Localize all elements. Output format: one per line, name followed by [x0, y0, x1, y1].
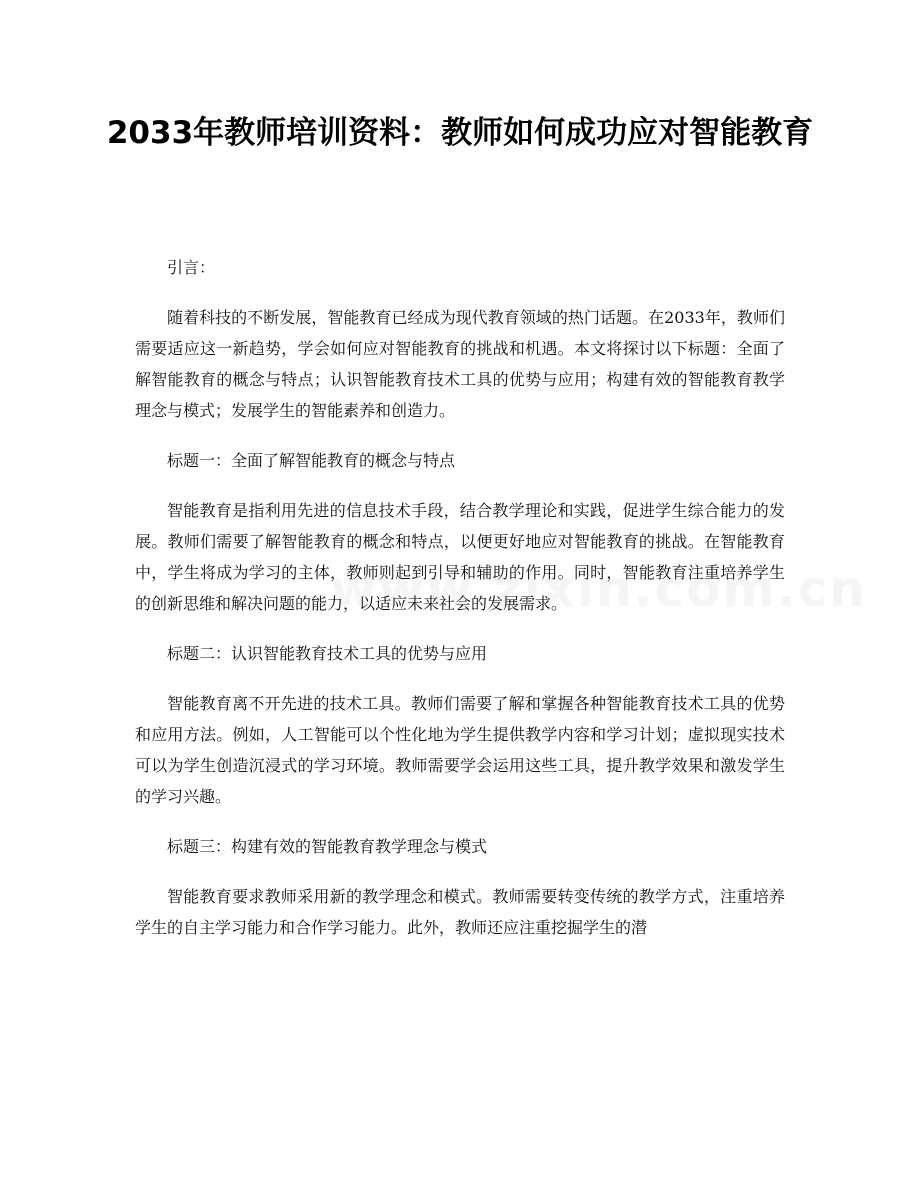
section-paragraph-3: 智能教育要求教师采用新的教学理念和模式。教师需要转变传统的教学方式，注重培养学生的自主学习能力和合作学习能力。此外，教师还应注重挖掘学生的潜: [135, 887, 785, 937]
document-body: [135, 252, 785, 943]
section-heading-2: 标题二：认识智能教育技术工具的优势与应用: [167, 644, 488, 663]
section-paragraph-1: 智能教育是指利用先进的信息技术手段，结合教学理论和实践，促进学生综合能力的发展。教师们需要了解智能教育的概念和特点，以便更好地应对智能教育的挑战。在智能教育中，学生将成为学习的主体，教师则起到引导和辅助的作用。同时，智能教育注重培养学生的创新思维和解决问题的能力，以适应未来社会的发展需求。: [135, 501, 785, 613]
section-paragraph-2: 智能教育离不开先进的技术工具。教师们需要了解和掌握各种智能教育技术工具的优势和应用方法。例如，人工智能可以个性化地为学生提供教学内容和学习计划；虚拟现实技术可以为学生创造沉浸式的学习环境。教师需要学会运用这些工具，提升教学效果和激发学生的学习兴趣。: [135, 694, 785, 806]
section-heading-1: 标题一：全面了解智能教育的概念与特点: [167, 451, 456, 470]
document-title: 2033年教师培训资料：教师如何成功应对智能教育: [106, 115, 814, 151]
intro-heading: 引言：: [167, 258, 216, 277]
intro-paragraph: 随着科技的不断发展，智能教育已经成为现代教育领域的热门话题。在2033年，教师们需要适应这一新趋势，学会如何应对智能教育的挑战和机遇。本文将探讨以下标题：全面了解智能教育的概念与特点；认识智能教育技术工具的优势与应用；构建有效的智能教育教学理念与模式；发展学生的智能素养和创造力。: [135, 308, 785, 420]
section-heading-3: 标题三：构建有效的智能教育教学理念与模式: [167, 837, 488, 856]
